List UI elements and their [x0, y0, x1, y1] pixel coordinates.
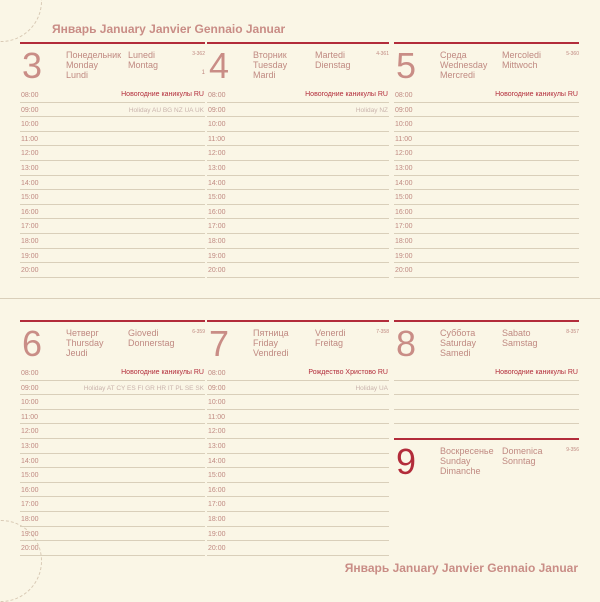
hour-row[interactable] — [207, 117, 389, 132]
hour-row[interactable] — [207, 512, 389, 527]
hour-row[interactable] — [207, 483, 389, 498]
hour-row[interactable] — [20, 424, 205, 439]
hour-label: 18:00 — [208, 516, 226, 523]
hour-row[interactable] — [207, 468, 389, 483]
hour-row[interactable] — [20, 249, 205, 264]
hour-label: 10:00 — [21, 121, 39, 129]
hour-label: 16:00 — [21, 486, 39, 494]
hour-label: 10:00 — [395, 121, 413, 129]
hour-label: 16:00 — [208, 208, 226, 216]
hour-row[interactable] — [394, 424, 579, 439]
hour-row[interactable] — [207, 234, 389, 249]
hour-row[interactable] — [20, 366, 205, 381]
hour-row[interactable] — [207, 395, 389, 410]
hour-row[interactable] — [20, 205, 205, 220]
hour-row[interactable] — [20, 410, 205, 425]
day-block — [394, 438, 579, 558]
hour-label: 20:00 — [21, 267, 39, 275]
hour-label: 15:00 — [21, 472, 39, 480]
hour-label: 20:00 — [395, 267, 413, 275]
day-of-year: 3-362 — [192, 51, 205, 57]
day-name: Sonntag — [502, 456, 536, 466]
hour-label: 18:00 — [395, 238, 413, 245]
hour-label: 08:00 — [395, 92, 413, 99]
hour-label: 13:00 — [21, 443, 39, 450]
hour-row[interactable] — [20, 527, 205, 542]
hour-row[interactable] — [20, 541, 205, 556]
day-names-col1 — [440, 446, 494, 476]
day-names-col2 — [315, 50, 351, 70]
hour-label: 19:00 — [208, 530, 226, 538]
hour-label: 14:00 — [208, 457, 226, 465]
day-rule — [207, 42, 389, 44]
hour-row[interactable] — [394, 132, 579, 147]
hour-row[interactable] — [20, 117, 205, 132]
week-number: 1 — [201, 70, 205, 76]
day-name: Mercredi — [440, 70, 476, 80]
hour-row[interactable] — [20, 454, 205, 469]
hour-row[interactable] — [20, 468, 205, 483]
day-of-year: 7-358 — [376, 329, 389, 335]
hour-label: 09:00 — [21, 384, 39, 392]
day-name: Donnerstag — [128, 338, 175, 348]
hour-label: 15:00 — [208, 194, 226, 202]
day-rule — [394, 320, 579, 322]
day-number: 8 — [396, 323, 417, 364]
hour-label: 16:00 — [395, 208, 413, 216]
hour-label: 12:00 — [21, 150, 39, 158]
hour-row[interactable] — [207, 381, 389, 396]
hour-row[interactable] — [20, 395, 205, 410]
day-name: Понедельник — [66, 50, 122, 60]
hour-label: 12:00 — [208, 428, 226, 436]
day-name: Lunedi — [128, 50, 156, 60]
day-number: 7 — [209, 323, 230, 364]
day-name: Thursday — [66, 338, 104, 348]
hour-label: 13:00 — [208, 165, 226, 172]
day-of-year: 9-356 — [566, 447, 579, 453]
day-of-year: 5-360 — [566, 51, 579, 57]
day-number: 6 — [22, 323, 43, 364]
day-of-year: 8-357 — [566, 329, 579, 335]
day-names-col1 — [440, 50, 487, 80]
day-number: 4 — [209, 45, 230, 86]
day-of-year: 4-361 — [376, 51, 389, 57]
day-number: 5 — [396, 45, 417, 86]
hour-label: 10:00 — [208, 121, 226, 129]
hour-label: 09:00 — [208, 106, 226, 114]
hour-label: 13:00 — [395, 165, 413, 172]
day-block — [20, 42, 205, 280]
hour-label: 16:00 — [208, 486, 226, 494]
hour-label: 12:00 — [21, 428, 39, 436]
hour-row[interactable] — [20, 512, 205, 527]
day-block — [394, 320, 579, 438]
day-name: Venerdi — [315, 328, 346, 338]
day-names-col2 — [128, 50, 158, 70]
hour-row[interactable] — [394, 103, 579, 118]
hour-row[interactable] — [394, 88, 579, 103]
day-rule — [394, 42, 579, 44]
day-rule — [394, 438, 579, 440]
hour-label: 09:00 — [21, 106, 39, 114]
hour-row[interactable] — [394, 395, 579, 410]
day-names-col1 — [66, 50, 121, 80]
hour-row[interactable] — [207, 454, 389, 469]
hour-label: 18:00 — [21, 238, 39, 245]
holiday-note: Новогодние каникулы RU — [121, 91, 204, 98]
hour-row[interactable] — [20, 103, 205, 118]
day-name: Vendredi — [253, 348, 289, 358]
hour-label: 18:00 — [208, 238, 226, 245]
day-names-col1 — [253, 50, 287, 80]
hour-label: 17:00 — [395, 223, 413, 231]
day-number: 3 — [22, 45, 43, 86]
international-holiday-note: Holiday NZ — [355, 106, 388, 114]
hour-row[interactable] — [207, 103, 389, 118]
hour-row[interactable] — [20, 146, 205, 161]
hour-row[interactable] — [207, 410, 389, 425]
day-name: Mardi — [253, 70, 276, 80]
hour-row[interactable] — [394, 176, 579, 191]
hour-label: 13:00 — [21, 165, 39, 172]
hour-row[interactable] — [207, 366, 389, 381]
day-names-col2 — [128, 328, 175, 348]
hour-label: 14:00 — [395, 179, 413, 187]
day-name: Domenica — [502, 446, 543, 456]
day-name: Sabato — [502, 328, 531, 338]
day-names-col2 — [315, 328, 346, 348]
day-name: Четверг — [66, 328, 99, 338]
hour-row[interactable] — [394, 205, 579, 220]
day-name: Tuesday — [253, 60, 288, 70]
hour-row[interactable] — [20, 263, 205, 278]
day-name: Mercoledi — [502, 50, 542, 60]
day-of-year: 6-359 — [192, 329, 205, 335]
hour-label: 19:00 — [395, 252, 413, 260]
day-name: Пятница — [253, 328, 289, 338]
day-names-col2 — [502, 50, 541, 70]
day-number: 9 — [396, 441, 417, 482]
day-name: Dimanche — [440, 466, 481, 476]
hour-label: 20:00 — [208, 545, 226, 553]
hour-label: 18:00 — [21, 516, 39, 523]
hour-row[interactable] — [207, 132, 389, 147]
holiday-note: Новогодние каникулы RU — [305, 91, 388, 98]
hour-row[interactable] — [20, 132, 205, 147]
hour-row[interactable] — [394, 234, 579, 249]
hour-row[interactable] — [207, 161, 389, 176]
day-rule — [20, 320, 205, 322]
day-name: Sunday — [440, 456, 471, 466]
hour-label: 11:00 — [21, 135, 38, 143]
hour-label: 19:00 — [208, 252, 226, 260]
hour-label: 17:00 — [208, 223, 226, 231]
hour-row[interactable] — [207, 88, 389, 103]
day-name: Freitag — [315, 338, 344, 348]
hour-label: 11:00 — [395, 135, 412, 143]
day-names-col2 — [502, 328, 538, 348]
hour-row[interactable] — [394, 249, 579, 264]
hour-row[interactable] — [20, 219, 205, 234]
hour-row[interactable] — [394, 161, 579, 176]
day-name: Lundi — [66, 70, 89, 80]
hour-row[interactable] — [207, 541, 389, 556]
hour-label: 08:00 — [21, 92, 39, 99]
holiday-note: Рождество Христово RU — [308, 369, 388, 376]
day-names-col1 — [253, 328, 289, 358]
hour-row[interactable] — [394, 263, 579, 278]
day-block — [394, 42, 579, 280]
hour-label: 08:00 — [208, 370, 226, 377]
holiday-note: Новогодние каникулы RU — [495, 91, 578, 98]
day-name: Martedi — [315, 50, 346, 60]
day-name: Среда — [440, 50, 467, 60]
hour-label: 15:00 — [395, 194, 413, 202]
hour-label: 11:00 — [21, 413, 38, 421]
hour-label: 11:00 — [208, 413, 225, 421]
international-holiday-note: Holiday UA — [355, 384, 388, 392]
day-block — [20, 320, 205, 558]
hour-label: 14:00 — [21, 179, 39, 187]
day-name: Saturday — [440, 338, 477, 348]
day-name: Friday — [253, 338, 279, 348]
hour-row[interactable] — [207, 424, 389, 439]
hour-label: 17:00 — [21, 501, 39, 509]
day-names-col1 — [440, 328, 476, 358]
hour-row[interactable] — [394, 117, 579, 132]
hour-row[interactable] — [394, 190, 579, 205]
corner-decoration-top — [0, 0, 42, 42]
hour-row[interactable] — [20, 88, 205, 103]
hour-label: 12:00 — [208, 150, 226, 158]
day-name: Samedi — [440, 348, 471, 358]
hour-row[interactable] — [20, 439, 205, 454]
hour-row[interactable] — [20, 497, 205, 512]
hour-row[interactable] — [20, 190, 205, 205]
hour-label: 19:00 — [21, 530, 39, 538]
day-name: Montag — [128, 60, 159, 70]
hour-row[interactable] — [207, 176, 389, 191]
day-rule — [20, 42, 205, 44]
day-name: Samstag — [502, 338, 538, 348]
day-names-col1 — [66, 328, 104, 358]
day-name: Giovedi — [128, 328, 159, 338]
hour-label: 10:00 — [21, 399, 39, 407]
day-name: Воскресенье — [440, 446, 494, 456]
holiday-note: Новогодние каникулы RU — [495, 369, 578, 376]
day-name: Wednesday — [440, 60, 488, 70]
day-names-col2 — [502, 446, 543, 466]
hour-label: 16:00 — [21, 208, 39, 216]
hour-label: 09:00 — [395, 106, 413, 114]
day-block — [207, 42, 389, 280]
hour-row[interactable] — [20, 483, 205, 498]
hour-row[interactable] — [20, 381, 205, 396]
international-holiday-note: Holiday AU BG NZ UA UK — [128, 106, 204, 114]
hour-row[interactable] — [207, 205, 389, 220]
hour-row[interactable] — [207, 190, 389, 205]
hour-row[interactable] — [207, 219, 389, 234]
hour-row[interactable] — [207, 263, 389, 278]
month-title-top: Январь January Janvier Gennaio Januar — [52, 22, 286, 36]
hour-label: 08:00 — [21, 370, 39, 377]
hour-row[interactable] — [20, 161, 205, 176]
hour-label: 15:00 — [208, 472, 226, 480]
hour-row[interactable] — [394, 219, 579, 234]
hour-label: 11:00 — [208, 135, 225, 143]
day-rule — [207, 320, 389, 322]
day-name: Monday — [66, 60, 99, 70]
hour-label: 17:00 — [21, 223, 39, 231]
hour-row[interactable] — [394, 410, 579, 425]
hour-label: 20:00 — [21, 545, 39, 553]
hour-row[interactable] — [207, 249, 389, 264]
hour-label: 14:00 — [208, 179, 226, 187]
day-name: Суббота — [440, 328, 476, 338]
hour-label: 12:00 — [395, 150, 413, 158]
hour-row[interactable] — [207, 497, 389, 512]
day-name: Вторник — [253, 50, 287, 60]
hour-label: 19:00 — [21, 252, 39, 260]
hour-label: 17:00 — [208, 501, 226, 509]
hour-row[interactable] — [20, 234, 205, 249]
hour-row[interactable] — [20, 176, 205, 191]
day-block — [207, 320, 389, 558]
day-name: Mittwoch — [502, 60, 538, 70]
hour-row[interactable] — [207, 146, 389, 161]
holiday-note: Новогодние каникулы RU — [121, 369, 204, 376]
hour-label: 13:00 — [208, 443, 226, 450]
month-title-bottom: Январь January Janvier Gennaio Januar — [344, 561, 578, 575]
hour-row[interactable] — [394, 366, 579, 381]
day-name: Jeudi — [66, 348, 88, 358]
hour-label: 09:00 — [208, 384, 226, 392]
hour-label: 14:00 — [21, 457, 39, 465]
hour-row[interactable] — [394, 381, 579, 396]
page-fold — [0, 298, 600, 299]
hour-label: 15:00 — [21, 194, 39, 202]
hour-label: 08:00 — [208, 92, 226, 99]
hour-row[interactable] — [207, 527, 389, 542]
hour-row[interactable] — [394, 146, 579, 161]
hour-row[interactable] — [207, 439, 389, 454]
hour-label: 20:00 — [208, 267, 226, 275]
international-holiday-note: Holiday AT CY ES FI GR HR IT PL SE SK — [83, 384, 204, 392]
hour-label: 10:00 — [208, 399, 226, 407]
day-name: Dienstag — [315, 60, 351, 70]
